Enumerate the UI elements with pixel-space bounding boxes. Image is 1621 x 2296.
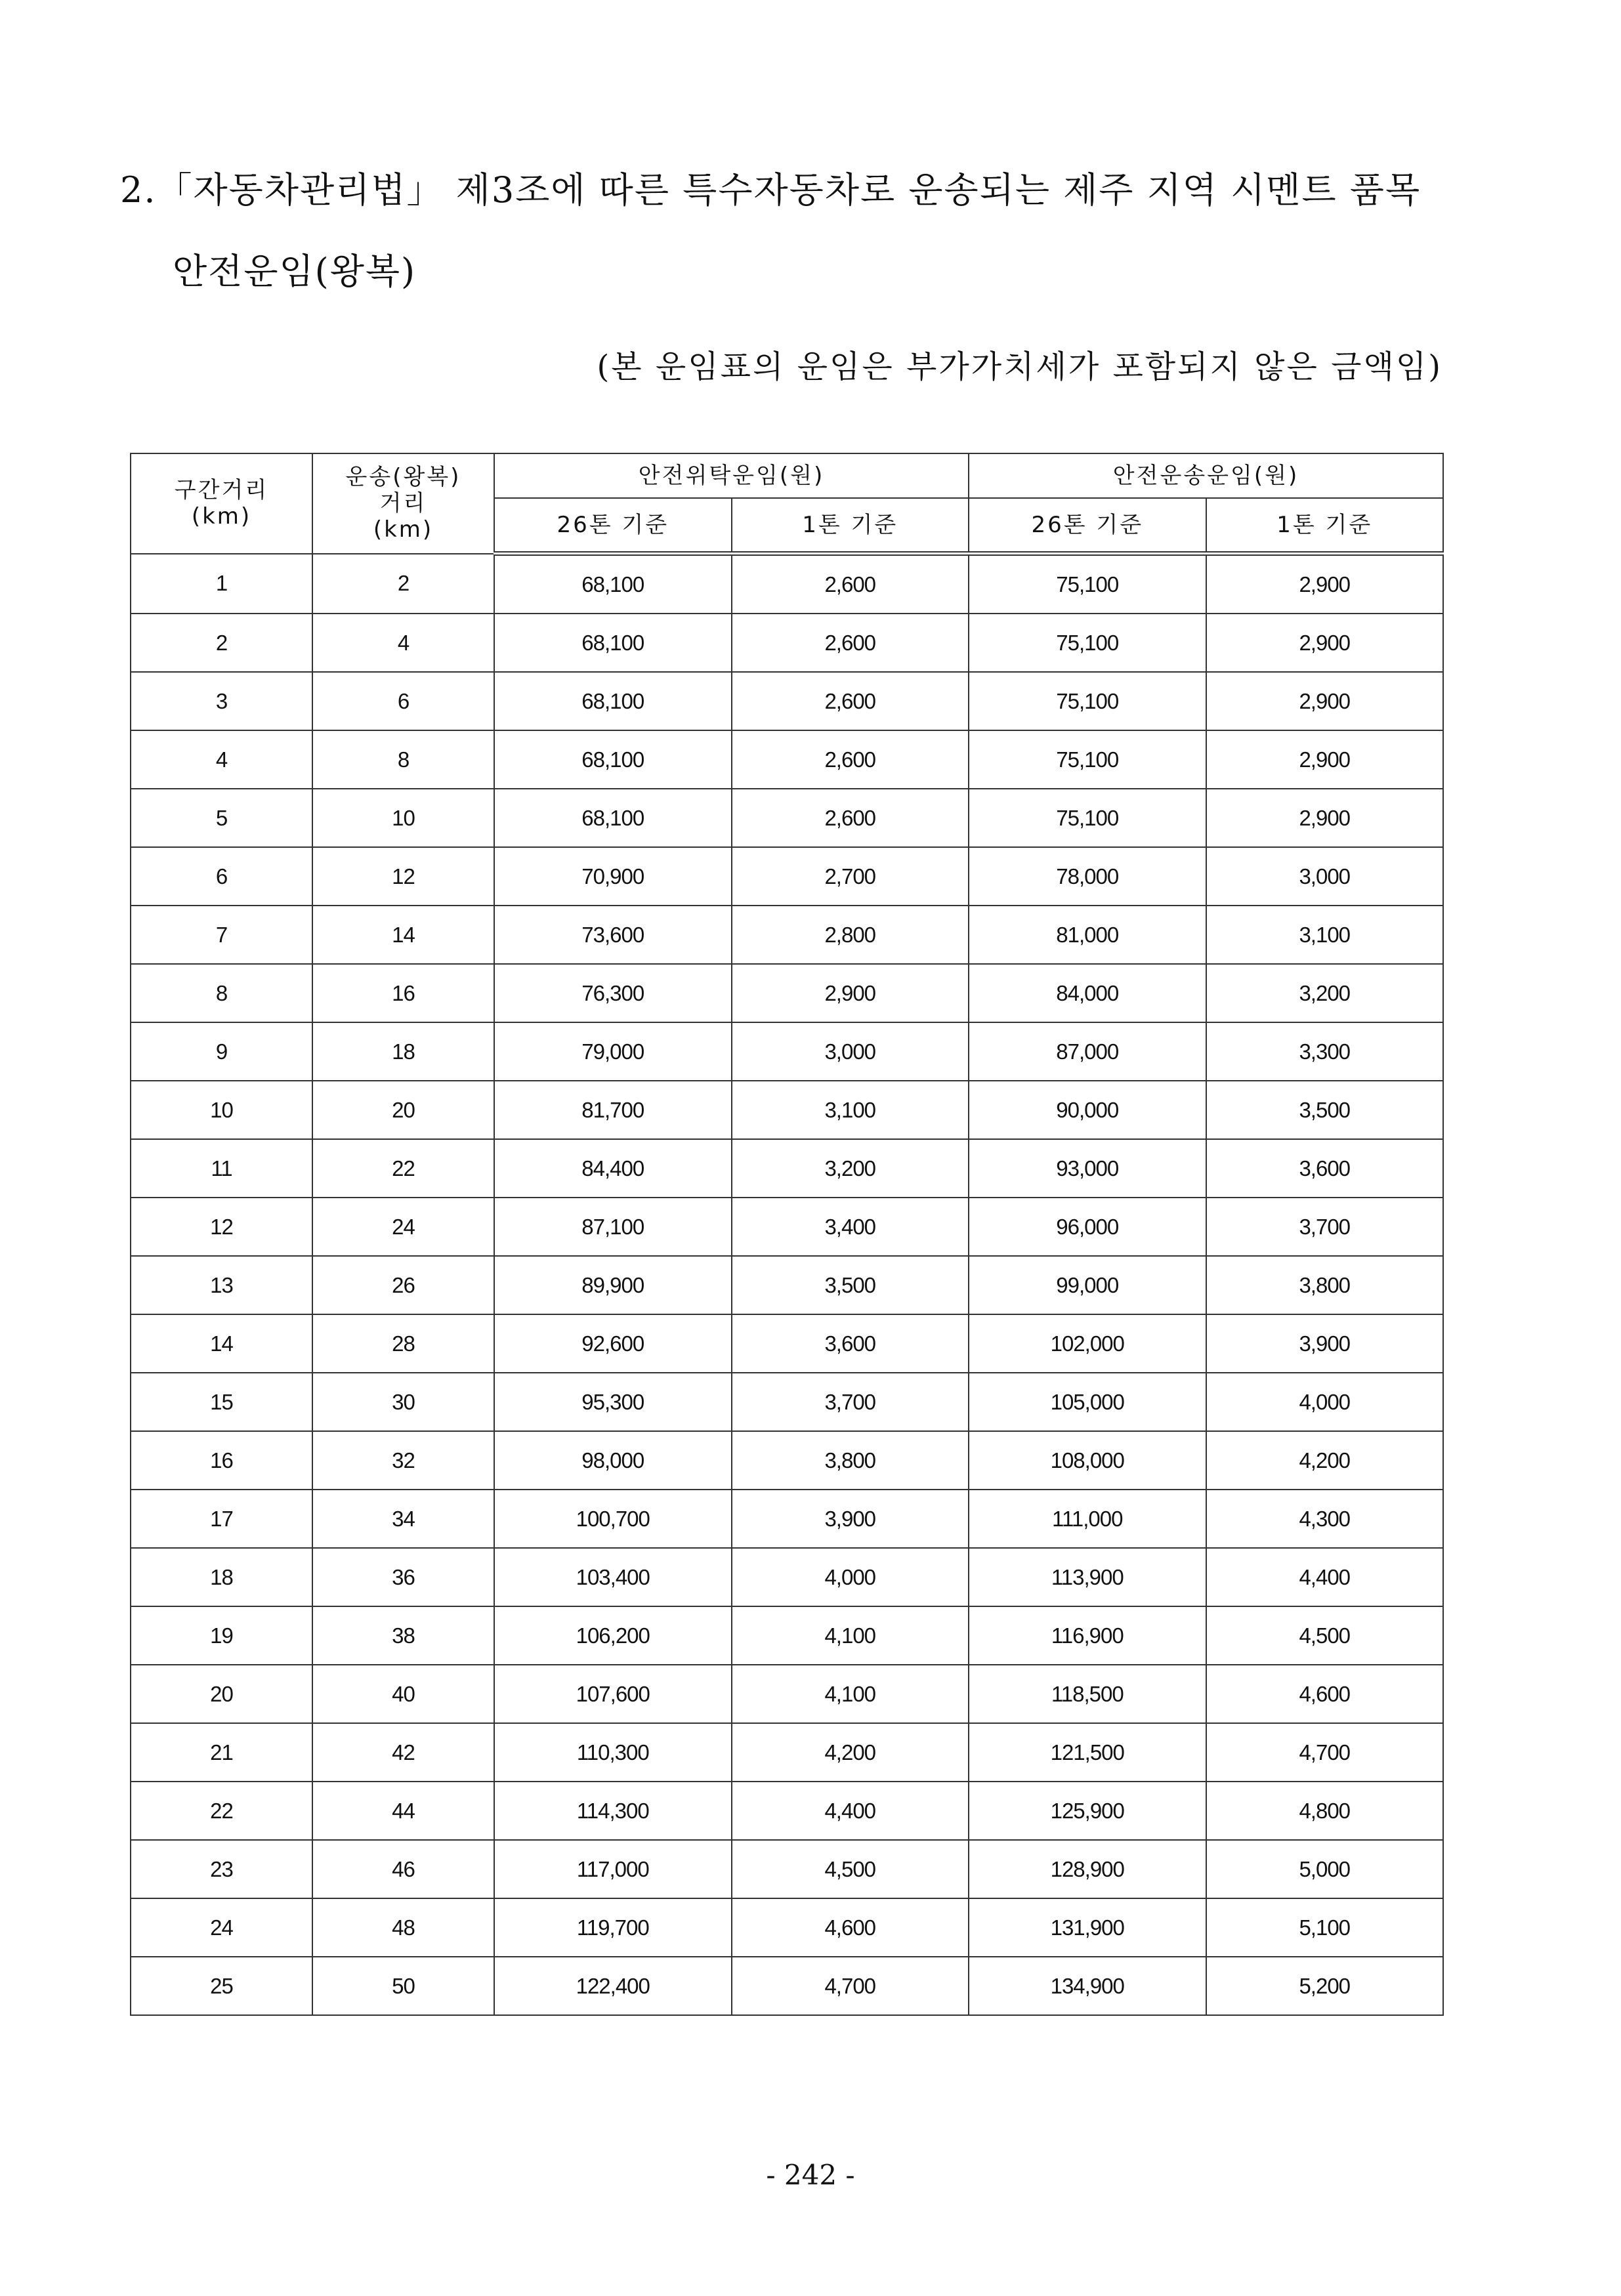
cell-section-distance: 21: [131, 1723, 312, 1782]
cell-section-distance: 14: [131, 1314, 312, 1373]
cell-transport-1ton: 2,900: [1206, 614, 1444, 672]
cell-transport-1ton: 3,800: [1206, 1256, 1444, 1314]
cell-transport-1ton: 4,300: [1206, 1490, 1444, 1548]
cell-transport-distance: 6: [312, 672, 494, 730]
cell-section-distance: 4: [131, 730, 312, 789]
cell-transport-distance: 46: [312, 1840, 494, 1898]
cell-consignment-1ton: 4,500: [732, 1840, 969, 1898]
cell-transport-26ton: 102,000: [969, 1314, 1206, 1373]
cell-consignment-1ton: 4,100: [732, 1665, 969, 1723]
cell-consignment-26ton: 100,700: [494, 1490, 732, 1548]
cell-transport-distance: 42: [312, 1723, 494, 1782]
cell-transport-26ton: 131,900: [969, 1898, 1206, 1957]
cell-transport-1ton: 3,900: [1206, 1314, 1444, 1373]
cell-consignment-1ton: 3,400: [732, 1198, 969, 1256]
cell-transport-distance: 50: [312, 1957, 494, 2015]
cell-consignment-1ton: 3,000: [732, 1022, 969, 1081]
cell-transport-26ton: 75,100: [969, 730, 1206, 789]
cell-transport-26ton: 125,900: [969, 1782, 1206, 1840]
cell-transport-1ton: 2,900: [1206, 672, 1444, 730]
cell-consignment-1ton: 4,100: [732, 1606, 969, 1665]
cell-consignment-1ton: 2,600: [732, 672, 969, 730]
cell-transport-1ton: 5,000: [1206, 1840, 1444, 1898]
header-transport-rate: 안전운송운임(원): [969, 453, 1443, 498]
cell-section-distance: 16: [131, 1431, 312, 1490]
cell-transport-26ton: 78,000: [969, 847, 1206, 906]
table-row: [131, 1198, 1443, 1256]
cell-transport-1ton: 4,200: [1206, 1431, 1444, 1490]
table-row: [131, 1139, 1443, 1198]
cell-section-distance: 5: [131, 789, 312, 847]
cell-section-distance: 22: [131, 1782, 312, 1840]
cell-consignment-26ton: 103,400: [494, 1548, 732, 1606]
table-row: [131, 1840, 1443, 1898]
cell-transport-1ton: 5,100: [1206, 1898, 1444, 1957]
cell-transport-26ton: 84,000: [969, 964, 1206, 1022]
table-row: [131, 964, 1443, 1022]
table-row: [131, 1665, 1443, 1723]
page-number: - 242 -: [766, 2159, 855, 2191]
cell-transport-26ton: 118,500: [969, 1665, 1206, 1723]
cell-section-distance: 13: [131, 1256, 312, 1314]
cell-consignment-26ton: 81,700: [494, 1081, 732, 1139]
table-row: [131, 672, 1443, 730]
cell-transport-1ton: 2,900: [1206, 730, 1444, 789]
cell-consignment-26ton: 122,400: [494, 1957, 732, 2015]
rate-table-body: [131, 554, 1443, 2016]
cell-section-distance: 15: [131, 1373, 312, 1431]
cell-transport-1ton: 3,600: [1206, 1139, 1444, 1198]
cell-consignment-26ton: 117,000: [494, 1840, 732, 1898]
cell-consignment-26ton: 84,400: [494, 1139, 732, 1198]
cell-consignment-26ton: 68,100: [494, 614, 732, 672]
cell-consignment-1ton: 3,100: [732, 1081, 969, 1139]
cell-transport-1ton: 3,300: [1206, 1022, 1444, 1081]
cell-transport-distance: 48: [312, 1898, 494, 1957]
cell-consignment-1ton: 4,400: [732, 1782, 969, 1840]
cell-transport-1ton: 2,900: [1206, 789, 1444, 847]
cell-consignment-1ton: 3,200: [732, 1139, 969, 1198]
cell-transport-1ton: 4,800: [1206, 1782, 1444, 1840]
cell-transport-distance: 40: [312, 1665, 494, 1723]
table-row: [131, 1314, 1443, 1373]
cell-transport-26ton: 116,900: [969, 1606, 1206, 1665]
cell-consignment-26ton: 107,600: [494, 1665, 732, 1723]
cell-transport-1ton: 3,200: [1206, 964, 1444, 1022]
cell-transport-1ton: 3,500: [1206, 1081, 1444, 1139]
cell-consignment-26ton: 68,100: [494, 554, 732, 614]
cell-transport-1ton: 3,100: [1206, 906, 1444, 964]
cell-transport-distance: 10: [312, 789, 494, 847]
cell-consignment-26ton: 68,100: [494, 789, 732, 847]
cell-consignment-26ton: 73,600: [494, 906, 732, 964]
cell-transport-26ton: 75,100: [969, 554, 1206, 614]
section-heading: [120, 150, 1452, 312]
cell-section-distance: 7: [131, 906, 312, 964]
cell-transport-26ton: 75,100: [969, 672, 1206, 730]
header-transport-distance: 운송(왕복) 거리 (km): [312, 453, 494, 554]
cell-consignment-26ton: 70,900: [494, 847, 732, 906]
cell-consignment-1ton: 2,600: [732, 554, 969, 614]
rate-table-header: [131, 453, 1443, 554]
table-row: [131, 554, 1443, 614]
header-transport-1ton: 1톤 기준: [1206, 498, 1444, 554]
cell-transport-1ton: 3,700: [1206, 1198, 1444, 1256]
cell-consignment-1ton: 2,600: [732, 730, 969, 789]
table-row: [131, 1490, 1443, 1548]
cell-section-distance: 2: [131, 614, 312, 672]
cell-consignment-1ton: 4,000: [732, 1548, 969, 1606]
cell-transport-1ton: 5,200: [1206, 1957, 1444, 2015]
cell-consignment-1ton: 4,700: [732, 1957, 969, 2015]
table-row: [131, 1548, 1443, 1606]
cell-transport-distance: 24: [312, 1198, 494, 1256]
cell-consignment-26ton: 68,100: [494, 730, 732, 789]
table-row: [131, 1022, 1443, 1081]
cell-transport-distance: 26: [312, 1256, 494, 1314]
heading-line-2: 안전운임(왕복): [173, 251, 417, 292]
cell-consignment-26ton: 98,000: [494, 1431, 732, 1490]
cell-consignment-26ton: 114,300: [494, 1782, 732, 1840]
cell-transport-distance: 28: [312, 1314, 494, 1373]
cell-transport-1ton: 4,700: [1206, 1723, 1444, 1782]
cell-transport-distance: 20: [312, 1081, 494, 1139]
cell-consignment-1ton: 2,600: [732, 614, 969, 672]
table-row: [131, 1898, 1443, 1957]
cell-transport-1ton: 3,000: [1206, 847, 1444, 906]
cell-section-distance: 23: [131, 1840, 312, 1898]
table-row: [131, 1256, 1443, 1314]
cell-transport-distance: 14: [312, 906, 494, 964]
table-row: [131, 789, 1443, 847]
cell-consignment-1ton: 3,900: [732, 1490, 969, 1548]
table-row: [131, 906, 1443, 964]
cell-transport-distance: 16: [312, 964, 494, 1022]
cell-transport-distance: 22: [312, 1139, 494, 1198]
vat-note: (본 운임표의 운임은 부가가치세가 포함되지 않은 금액임): [597, 348, 1442, 385]
cell-transport-26ton: 93,000: [969, 1139, 1206, 1198]
cell-section-distance: 10: [131, 1081, 312, 1139]
cell-transport-26ton: 75,100: [969, 789, 1206, 847]
heading-line-1: 2.「자동차관리법」 제3조에 따른 특수자동차로 운송되는 제주 지역 시멘트 품목: [120, 169, 1421, 211]
cell-consignment-1ton: 2,600: [732, 789, 969, 847]
header-consignment-26ton: 26톤 기준: [494, 498, 732, 554]
cell-section-distance: 1: [131, 554, 312, 614]
cell-transport-distance: 4: [312, 614, 494, 672]
cell-transport-distance: 32: [312, 1431, 494, 1490]
cell-transport-1ton: 4,400: [1206, 1548, 1444, 1606]
cell-transport-1ton: 2,900: [1206, 554, 1444, 614]
cell-section-distance: 8: [131, 964, 312, 1022]
cell-transport-distance: 8: [312, 730, 494, 789]
cell-transport-26ton: 121,500: [969, 1723, 1206, 1782]
cell-section-distance: 24: [131, 1898, 312, 1957]
cell-transport-distance: 30: [312, 1373, 494, 1431]
cell-section-distance: 25: [131, 1957, 312, 2015]
table-row: [131, 1606, 1443, 1665]
cell-section-distance: 9: [131, 1022, 312, 1081]
table-row: [131, 1723, 1443, 1782]
cell-section-distance: 17: [131, 1490, 312, 1548]
cell-transport-26ton: 96,000: [969, 1198, 1206, 1256]
table-row: [131, 1431, 1443, 1490]
cell-transport-26ton: 99,000: [969, 1256, 1206, 1314]
cell-consignment-1ton: 3,800: [732, 1431, 969, 1490]
cell-transport-1ton: 4,000: [1206, 1373, 1444, 1431]
cell-transport-distance: 36: [312, 1548, 494, 1606]
header-consignment-1ton: 1톤 기준: [732, 498, 969, 554]
cell-transport-1ton: 4,600: [1206, 1665, 1444, 1723]
cell-transport-distance: 34: [312, 1490, 494, 1548]
cell-transport-26ton: 128,900: [969, 1840, 1206, 1898]
cell-transport-26ton: 81,000: [969, 906, 1206, 964]
table-row: [131, 1373, 1443, 1431]
cell-consignment-26ton: 87,100: [494, 1198, 732, 1256]
cell-section-distance: 18: [131, 1548, 312, 1606]
header-consignment-rate: 안전위탁운임(원): [494, 453, 969, 498]
cell-section-distance: 3: [131, 672, 312, 730]
cell-consignment-1ton: 4,600: [732, 1898, 969, 1957]
table-row: [131, 1081, 1443, 1139]
cell-section-distance: 19: [131, 1606, 312, 1665]
rate-table: [130, 453, 1444, 2016]
cell-transport-26ton: 87,000: [969, 1022, 1206, 1081]
cell-transport-26ton: 111,000: [969, 1490, 1206, 1548]
cell-transport-26ton: 105,000: [969, 1373, 1206, 1431]
cell-consignment-26ton: 79,000: [494, 1022, 732, 1081]
cell-consignment-26ton: 92,600: [494, 1314, 732, 1373]
cell-transport-distance: 44: [312, 1782, 494, 1840]
cell-consignment-1ton: 3,500: [732, 1256, 969, 1314]
cell-consignment-1ton: 2,700: [732, 847, 969, 906]
cell-consignment-26ton: 68,100: [494, 672, 732, 730]
header-transport-26ton: 26톤 기준: [969, 498, 1206, 554]
cell-consignment-26ton: 110,300: [494, 1723, 732, 1782]
cell-transport-distance: 12: [312, 847, 494, 906]
cell-consignment-1ton: 2,800: [732, 906, 969, 964]
cell-consignment-1ton: 3,600: [732, 1314, 969, 1373]
cell-consignment-26ton: 76,300: [494, 964, 732, 1022]
table-row: [131, 1957, 1443, 2015]
cell-transport-distance: 18: [312, 1022, 494, 1081]
cell-transport-26ton: 90,000: [969, 1081, 1206, 1139]
cell-transport-distance: 2: [312, 554, 494, 614]
cell-consignment-26ton: 89,900: [494, 1256, 732, 1314]
cell-section-distance: 11: [131, 1139, 312, 1198]
table-row: [131, 730, 1443, 789]
cell-transport-26ton: 134,900: [969, 1957, 1206, 2015]
cell-transport-26ton: 113,900: [969, 1548, 1206, 1606]
cell-consignment-26ton: 95,300: [494, 1373, 732, 1431]
cell-transport-distance: 38: [312, 1606, 494, 1665]
header-section-distance: 구간거리 (km): [131, 453, 312, 554]
cell-transport-1ton: 4,500: [1206, 1606, 1444, 1665]
cell-consignment-1ton: 3,700: [732, 1373, 969, 1431]
table-row: [131, 614, 1443, 672]
cell-section-distance: 6: [131, 847, 312, 906]
cell-consignment-1ton: 4,200: [732, 1723, 969, 1782]
table-row: [131, 1782, 1443, 1840]
cell-transport-26ton: 75,100: [969, 614, 1206, 672]
cell-section-distance: 20: [131, 1665, 312, 1723]
cell-consignment-1ton: 2,900: [732, 964, 969, 1022]
cell-consignment-26ton: 106,200: [494, 1606, 732, 1665]
table-row: [131, 847, 1443, 906]
cell-section-distance: 12: [131, 1198, 312, 1256]
cell-consignment-26ton: 119,700: [494, 1898, 732, 1957]
cell-transport-26ton: 108,000: [969, 1431, 1206, 1490]
